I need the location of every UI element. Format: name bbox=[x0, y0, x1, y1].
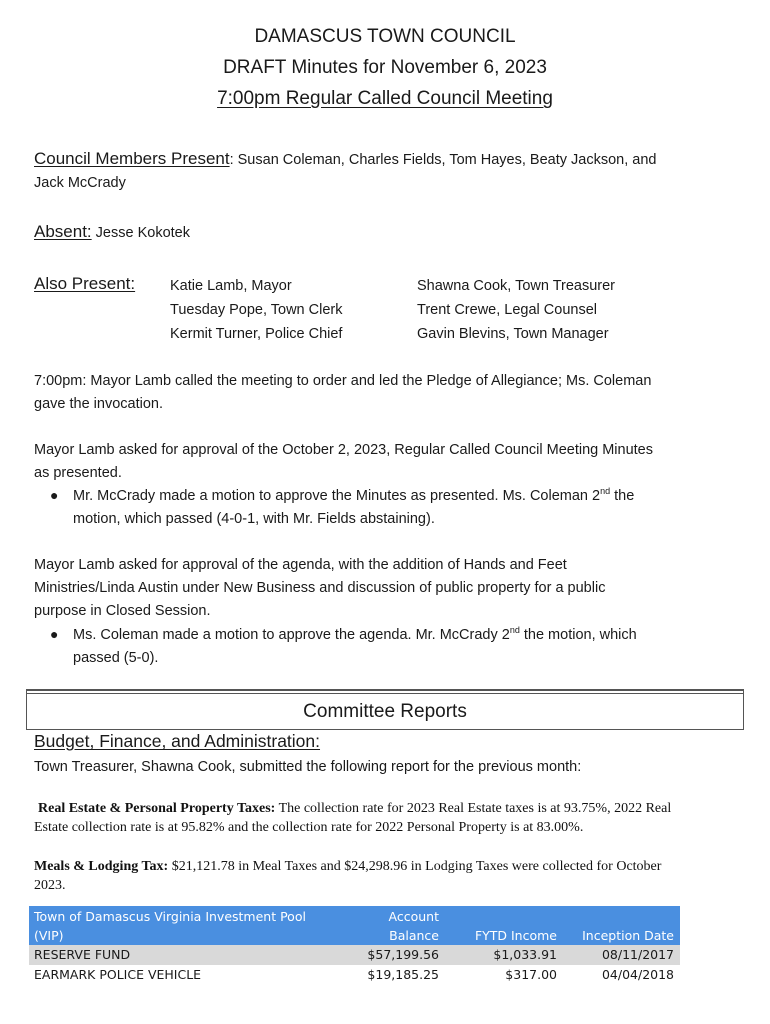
also-present-clerk: Tuesday Pope, Town Clerk bbox=[170, 302, 343, 318]
absent-label: Absent: bbox=[34, 222, 92, 241]
meals-text: $21,121.78 in Meal Taxes and $24,298.96 in Lodging Taxes were collected for October bbox=[168, 859, 662, 874]
absent-section bbox=[34, 220, 734, 245]
table-header-row bbox=[29, 906, 680, 945]
table-row bbox=[29, 945, 680, 965]
header-balance-line2: Balance bbox=[389, 928, 439, 943]
absent-names: Jesse Kokotek bbox=[91, 225, 190, 241]
meals-lodging-tax bbox=[34, 857, 734, 876]
header-fund-name-line1: Town of Damascus Virginia Investment Pool bbox=[34, 909, 306, 924]
table-row bbox=[29, 965, 680, 985]
minutes-approval bbox=[34, 439, 734, 485]
header-account-balance bbox=[359, 907, 439, 945]
present-label: Council Members Present bbox=[34, 149, 230, 168]
budget-heading: Budget, Finance, and Administration: bbox=[34, 731, 321, 751]
also-present-label: Also Present: bbox=[34, 274, 136, 293]
fund-inception-date: 08/11/2017 bbox=[601, 947, 674, 962]
meals-label: Meals & Lodging Tax: bbox=[34, 859, 169, 874]
meeting-title: 7:00pm Regular Called Council Meeting bbox=[217, 88, 553, 109]
header-balance-line1: Account bbox=[388, 909, 439, 924]
also-present-legal-counsel: Trent Crewe, Legal Counsel bbox=[417, 302, 597, 318]
header-fund-name bbox=[34, 907, 306, 945]
header-fund-name-line2: (VIP) bbox=[34, 928, 64, 943]
fund-name: RESERVE FUND bbox=[34, 947, 131, 962]
agenda-approval-line1: Mayor Lamb asked for approval of the agenda, with the addition of Hands and Feet bbox=[34, 557, 567, 573]
header-fytd-income: FYTD Income bbox=[474, 928, 557, 943]
agenda-approval-line2: Ministries/Linda Austin under New Business and discussion of public property for a public bbox=[34, 580, 606, 596]
meals-lodging-tax-line2: 2023. bbox=[34, 878, 66, 893]
real-estate-taxes-line2: Estate collection rate is at 95.82% and the collection rate for 2022 Personal Property is at 83.00%. bbox=[34, 820, 584, 835]
also-present-town-manager: Gavin Blevins, Town Manager bbox=[417, 326, 609, 342]
call-to-order-line2: gave the invocation. bbox=[34, 396, 163, 412]
committee-reports-heading: Committee Reports bbox=[26, 693, 744, 730]
also-present-col2 bbox=[417, 274, 615, 346]
document-title: DAMASCUS TOWN COUNCIL bbox=[254, 26, 516, 47]
agenda-approval bbox=[34, 554, 734, 623]
real-estate-label: Real Estate & Personal Property Taxes: bbox=[38, 801, 276, 816]
also-present-mayor: Katie Lamb, Mayor bbox=[170, 278, 292, 294]
agenda-motion bbox=[73, 624, 733, 670]
treasurer-intro: Town Treasurer, Shawna Cook, submitted the following report for the previous month: bbox=[34, 759, 582, 775]
also-present-treasurer: Shawna Cook, Town Treasurer bbox=[417, 278, 616, 294]
present-names-line2: Jack McCrady bbox=[34, 175, 126, 191]
minutes-motion-text: Mr. McCrady made a motion to approve the Minutes as presented. Ms. Coleman 2 bbox=[73, 488, 601, 504]
also-present-col1 bbox=[170, 274, 342, 346]
agenda-motion-text: Ms. Coleman made a motion to approve the agenda. Mr. McCrady 2 bbox=[73, 627, 510, 643]
real-estate-text: The collection rate for 2023 Real Estate taxes is at 93.75%, 2022 Real bbox=[275, 801, 672, 816]
minutes-approval-line1: Mayor Lamb asked for approval of the October 2, 2023, Regular Called Council Meeting Minutes bbox=[34, 442, 653, 458]
minutes-approval-line2: as presented. bbox=[34, 465, 122, 481]
header-inception-date: Inception Date bbox=[582, 928, 674, 943]
fund-name: EARMARK POLICE VEHICLE bbox=[34, 967, 202, 982]
fund-income: $317.00 bbox=[505, 967, 557, 982]
document-subtitle: DRAFT Minutes for November 6, 2023 bbox=[223, 57, 547, 78]
fund-income: $1,033.91 bbox=[493, 947, 557, 962]
present-names-line1: Susan Coleman, Charles Fields, Tom Hayes, Beaty Jackson, and bbox=[233, 152, 657, 168]
fund-balance: $57,199.56 bbox=[367, 947, 439, 962]
fund-inception-date: 04/04/2018 bbox=[601, 967, 674, 982]
minutes-motion bbox=[73, 485, 733, 531]
also-present-police-chief: Kermit Turner, Police Chief bbox=[170, 326, 343, 342]
bullet-icon: ● bbox=[50, 626, 59, 642]
bullet-icon: ● bbox=[50, 487, 59, 503]
fund-balance: $19,185.25 bbox=[367, 967, 439, 982]
minutes-motion-line2: motion, which passed (4-0-1, with Mr. Fields abstaining). bbox=[73, 511, 435, 527]
agenda-approval-line3: purpose in Closed Session. bbox=[34, 603, 211, 619]
council-members-present bbox=[34, 147, 734, 195]
agenda-motion-line2: passed (5-0). bbox=[73, 650, 159, 666]
real-estate-taxes bbox=[38, 799, 738, 818]
present-colon: : bbox=[229, 152, 234, 168]
minutes-motion-text-end: the bbox=[610, 488, 635, 504]
agenda-motion-text-end: the motion, which bbox=[519, 627, 637, 643]
ordinal-suffix: nd bbox=[509, 625, 520, 635]
ordinal-suffix: nd bbox=[600, 486, 611, 496]
call-to-order bbox=[34, 370, 734, 416]
call-to-order-line1: 7:00pm: Mayor Lamb called the meeting to order and led the Pledge of Allegiance; Ms. Coleman bbox=[34, 373, 652, 389]
